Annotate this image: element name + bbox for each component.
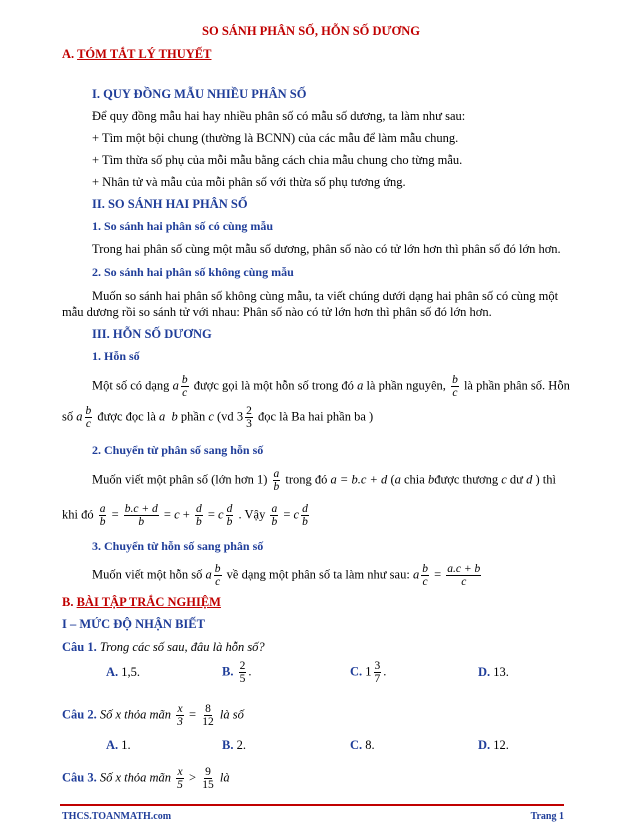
fraction-b-over-c: $\frac{b}{c}$ (85, 405, 92, 431)
footer-page-number: Trang 1 (530, 811, 564, 822)
q2-option-d[interactable]: D. 12. (478, 738, 509, 752)
part2-sub2: 2. So sánh hai phân số không cùng mẫu (92, 265, 294, 279)
fraction-to-mixed-text: Muốn viết một phân số (lớn hơn 1) $\frac{a}{b}$ trong đó a = b.c + d (a chia bđược thương c dư d ) thì (92, 468, 556, 494)
fraction-b-over-c: $\frac{b}{c}$ (181, 374, 188, 400)
q1-option-c[interactable]: C. 1 $\frac{3}{7}$ . (350, 660, 387, 686)
part2-sub1-text: Trong hai phân số cùng một mẫu số dương, phân số nào có tử lớn hơn thì phân số đó lớn hơn. (92, 242, 561, 256)
section-a-label: A. (62, 47, 75, 61)
question-2: Câu 2. Số x thỏa mãn $\frac{x}{3}$ = $\frac{8}{12}$ là số (62, 703, 244, 729)
part2-heading: II. SO SÁNH HAI PHÂN SỐ (92, 197, 248, 211)
part1-intro: Để quy đồng mẫu hai hay nhiều phân số có mẫu số dương, ta làm như sau: (92, 109, 466, 123)
part1-heading: I. QUY ĐỒNG MẪU NHIỀU PHÂN SỐ (92, 87, 307, 101)
part3-sub2: 2. Chuyển từ phân số sang hỗn số (92, 443, 264, 457)
question-1: Câu 1. Trong các số sau, đâu là hỗn số? (62, 640, 265, 654)
q1-option-d[interactable]: D. 13. (478, 665, 509, 679)
q1-option-a[interactable]: A. 1,5. (106, 665, 141, 679)
mixed-to-fraction-text: Muốn viết một hỗn số a $\frac{b}{c}$ về dạng một phân số ta làm như sau: a $\frac{b}{c}$ = $\frac{a.c + b}{c}$ (92, 563, 481, 589)
section-b-title: BÀI TẬP TRẮC NGHIỆM (76, 595, 221, 609)
fraction-2-over-3: $\frac{2}{3}$ (246, 405, 252, 431)
q2-option-c[interactable]: C. 8. (350, 738, 375, 752)
part2-sub2-line1: Muốn so sánh hai phân số không cùng mẫu, ta viết chúng dưới dạng hai phân số có cùng một (92, 289, 559, 303)
section-a-title: TÓM TẮT LÝ THUYẾT (77, 47, 212, 61)
q2-option-b[interactable]: B. 2. (222, 738, 246, 752)
part3-heading: III. HỖN SỐ DƯƠNG (92, 327, 212, 341)
part1-step: + Tìm thừa số phụ của mỗi mẫu bằng cách chia mẫu chung cho từng mẫu. (92, 153, 463, 167)
part1-step: + Tìm một bội chung (thường là BCNN) của các mẫu để làm mẫu chung. (92, 131, 459, 145)
q1-option-b[interactable]: B. $\frac{2}{5}$ . (222, 660, 252, 686)
question-3: Câu 3. Số x thỏa mãn $\frac{x}{5}$ > $\frac{9}{15}$ là (62, 766, 230, 792)
mixed-number-reading: số a $\frac{b}{c}$ được đọc là a b phần c (vd 3 $\frac{2}{3}$ đọc là Ba hai phần ba ) (62, 405, 374, 431)
fraction-to-mixed-formula: khi đó $\frac{a}{b}$ = $\frac{b.c + d}{b}$ = c + $\frac{d}{b}$ = c $\frac{d}{b}$ . Vậy $\frac{a}{b}$ = c $\frac{d}{b}$ (62, 503, 308, 529)
part2-sub1: 1. So sánh hai phân số có cùng mẫu (92, 219, 274, 233)
section-a-heading (62, 47, 211, 62)
section-b-heading (62, 595, 221, 610)
document-title: SO SÁNH PHÂN SỐ, HỖN SỐ DƯƠNG (202, 24, 420, 38)
section-b-label: B. (62, 595, 74, 609)
footer-site-link[interactable]: THCS.TOANMATH.com (62, 811, 172, 822)
part3-sub1: 1. Hỗn số (92, 349, 140, 363)
footer-divider (60, 804, 564, 806)
part1-step: + Nhân tử và mẫu của mỗi phân số với thừa số phụ tương ứng. (92, 175, 406, 189)
fraction-a-over-b: $\frac{a}{b}$ (273, 468, 280, 494)
part2-sub2-line2: mẫu dương rồi so sánh tử với nhau: Phân số nào có tử lớn hơn thì phân số đó lớn hơn. (62, 305, 492, 319)
level1-heading: I – MỨC ĐỘ NHẬN BIẾT (62, 617, 205, 631)
mixed-number-definition: Một số có dạng a $\frac{b}{c}$ được gọi là một hỗn số trong đó a là phần nguyên, $\frac{b}{c}$ là phần phân số. Hỗn (92, 374, 570, 400)
fraction-b-over-c: $\frac{b}{c}$ (452, 374, 458, 400)
q2-option-a[interactable]: A. 1. (106, 738, 131, 752)
part3-sub3: 3. Chuyển từ hỗn số sang phân số (92, 539, 264, 553)
